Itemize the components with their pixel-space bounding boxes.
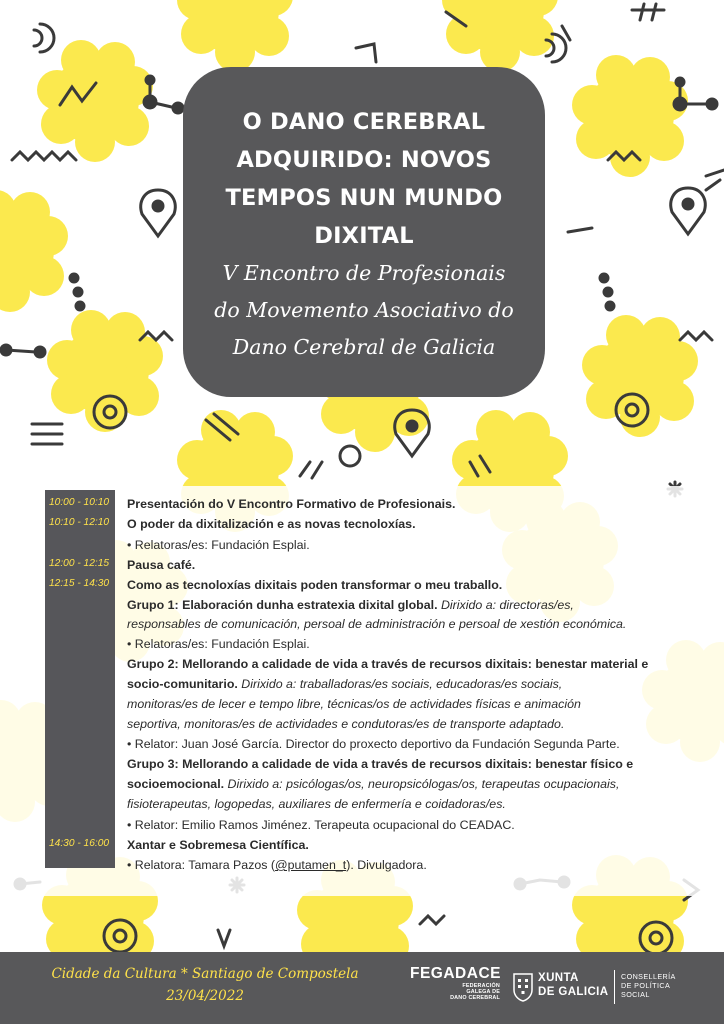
group-title: Grupo 3: Mellorando a calidade de vida a través de recursos dixitais: benestar físico e: [127, 757, 634, 771]
fegadace-logo: [410, 965, 500, 1002]
agenda-speaker: • Relatoras/es: Fundación Esplai.: [127, 637, 310, 651]
agenda-item: Como as tecnoloxías dixitais poden transformar o meu traballo.: [127, 578, 503, 592]
group-3: [127, 774, 687, 794]
group-audience: Dirixido a: traballadoras/es sociais, educadoras/es sociais,: [237, 677, 563, 691]
fegadace-name: FEGADACE: [410, 965, 501, 982]
fegadace-sub-line: GALEGA DE: [466, 989, 500, 996]
title-box: [183, 67, 545, 397]
fegadace-sub-line: FEDERACIÓN: [462, 983, 500, 989]
time-slot: 14:30 - 16:00: [49, 838, 110, 849]
conselleria-logo: [621, 972, 676, 999]
speaker-text: • Relatora: Tamara Pazos (: [127, 858, 276, 872]
time-slot: 10:10 - 12:10: [49, 517, 110, 528]
logo-divider: [614, 970, 615, 1004]
group-audience: responsables de comunicación, persoal de administración e persoal de xestión económica.: [127, 617, 627, 631]
group-audience: monitoras/es de lecer e tempo libre, técnicas/os de actividades físicas e animación: [127, 697, 581, 711]
group-audience: Dirixido a: psicólogas/os, neuropsicólogas/os, terapeutas ocupacionais,: [224, 777, 620, 791]
fegadace-subtitle: [410, 983, 500, 1002]
fegadace-sub-line: DANO CEREBRAL: [450, 995, 500, 1002]
time-slot: 10:00 - 10:10: [49, 497, 110, 508]
conselleria-line: SOCIAL: [621, 990, 650, 999]
event-date: 23/04/2022: [166, 988, 244, 1004]
time-slot: 12:15 - 14:30: [49, 578, 110, 589]
title-line: TEMPOS NUN MUNDO: [225, 185, 503, 211]
event-subtitle: [183, 255, 545, 366]
agenda-item: Presentación do V Encontro Formativo de Profesionais.: [127, 497, 456, 511]
title-line: ADQUIRIDO: NOVOS: [236, 147, 492, 173]
title-line: O DANO CEREBRAL: [242, 109, 486, 135]
group-2: [127, 674, 687, 694]
xunta-line: XUNTA: [538, 972, 579, 984]
xunta-logo: [538, 971, 608, 999]
group-audience: Dirixido a: directoras/es,: [437, 598, 574, 612]
agenda-speaker: • Relator: Juan José García. Director do proxecto deportivo da Fundación Segunda Parte.: [127, 737, 620, 751]
subtitle-line: V Encontro de Profesionais: [222, 261, 506, 285]
conselleria-line: DE POLÍTICA: [621, 981, 671, 990]
time-slot: 12:00 - 12:15: [49, 558, 110, 569]
time-column: [45, 490, 115, 868]
group-audience: fisioterapeutas, logopedas, auxiliares de enfermería e coidadoras/es.: [127, 797, 506, 811]
speaker-text: ). Divulgadora.: [346, 858, 427, 872]
agenda-speaker: [127, 855, 687, 875]
subtitle-line: Dano Cerebral de Galicia: [232, 335, 496, 359]
group-title: Grupo 1: Elaboración dunha estratexia dixital global.: [127, 598, 438, 612]
agenda-item: O poder da dixitalización e as novas tecnoloxías.: [127, 517, 416, 531]
xunta-line: DE GALICIA: [538, 986, 609, 998]
conselleria-line: CONSELLERÍA: [621, 972, 676, 981]
event-venue: [40, 963, 370, 1007]
group-title: socio-comunitario.: [127, 677, 238, 691]
venue-text: Cidade da Cultura * Santiago de Compostela: [51, 966, 359, 982]
title-line: DIXITAL: [314, 223, 414, 249]
agenda-item: Pausa café.: [127, 558, 196, 572]
group-1: [127, 595, 687, 615]
speaker-handle-link[interactable]: @putamen_t: [275, 858, 347, 872]
agenda-speaker: • Relator: Emilio Ramos Jiménez. Terapeuta ocupacional do CEADAC.: [127, 818, 515, 832]
xunta-emblem-icon: [512, 972, 534, 1002]
subtitle-line: do Movemento Asociativo do: [214, 298, 514, 322]
agenda-speaker: • Relatoras/es: Fundación Esplai.: [127, 538, 310, 552]
group-title: socioemocional.: [127, 777, 225, 791]
group-title: Grupo 2: Mellorando a calidade de vida a través de recursos dixitais: benestar material e: [127, 657, 649, 671]
event-title: [183, 103, 545, 255]
agenda-item: Xantar e Sobremesa Científica.: [127, 838, 309, 852]
group-audience: seportiva, monitoras/es de actividades e condutoras/es de transporte adaptado.: [127, 717, 565, 731]
